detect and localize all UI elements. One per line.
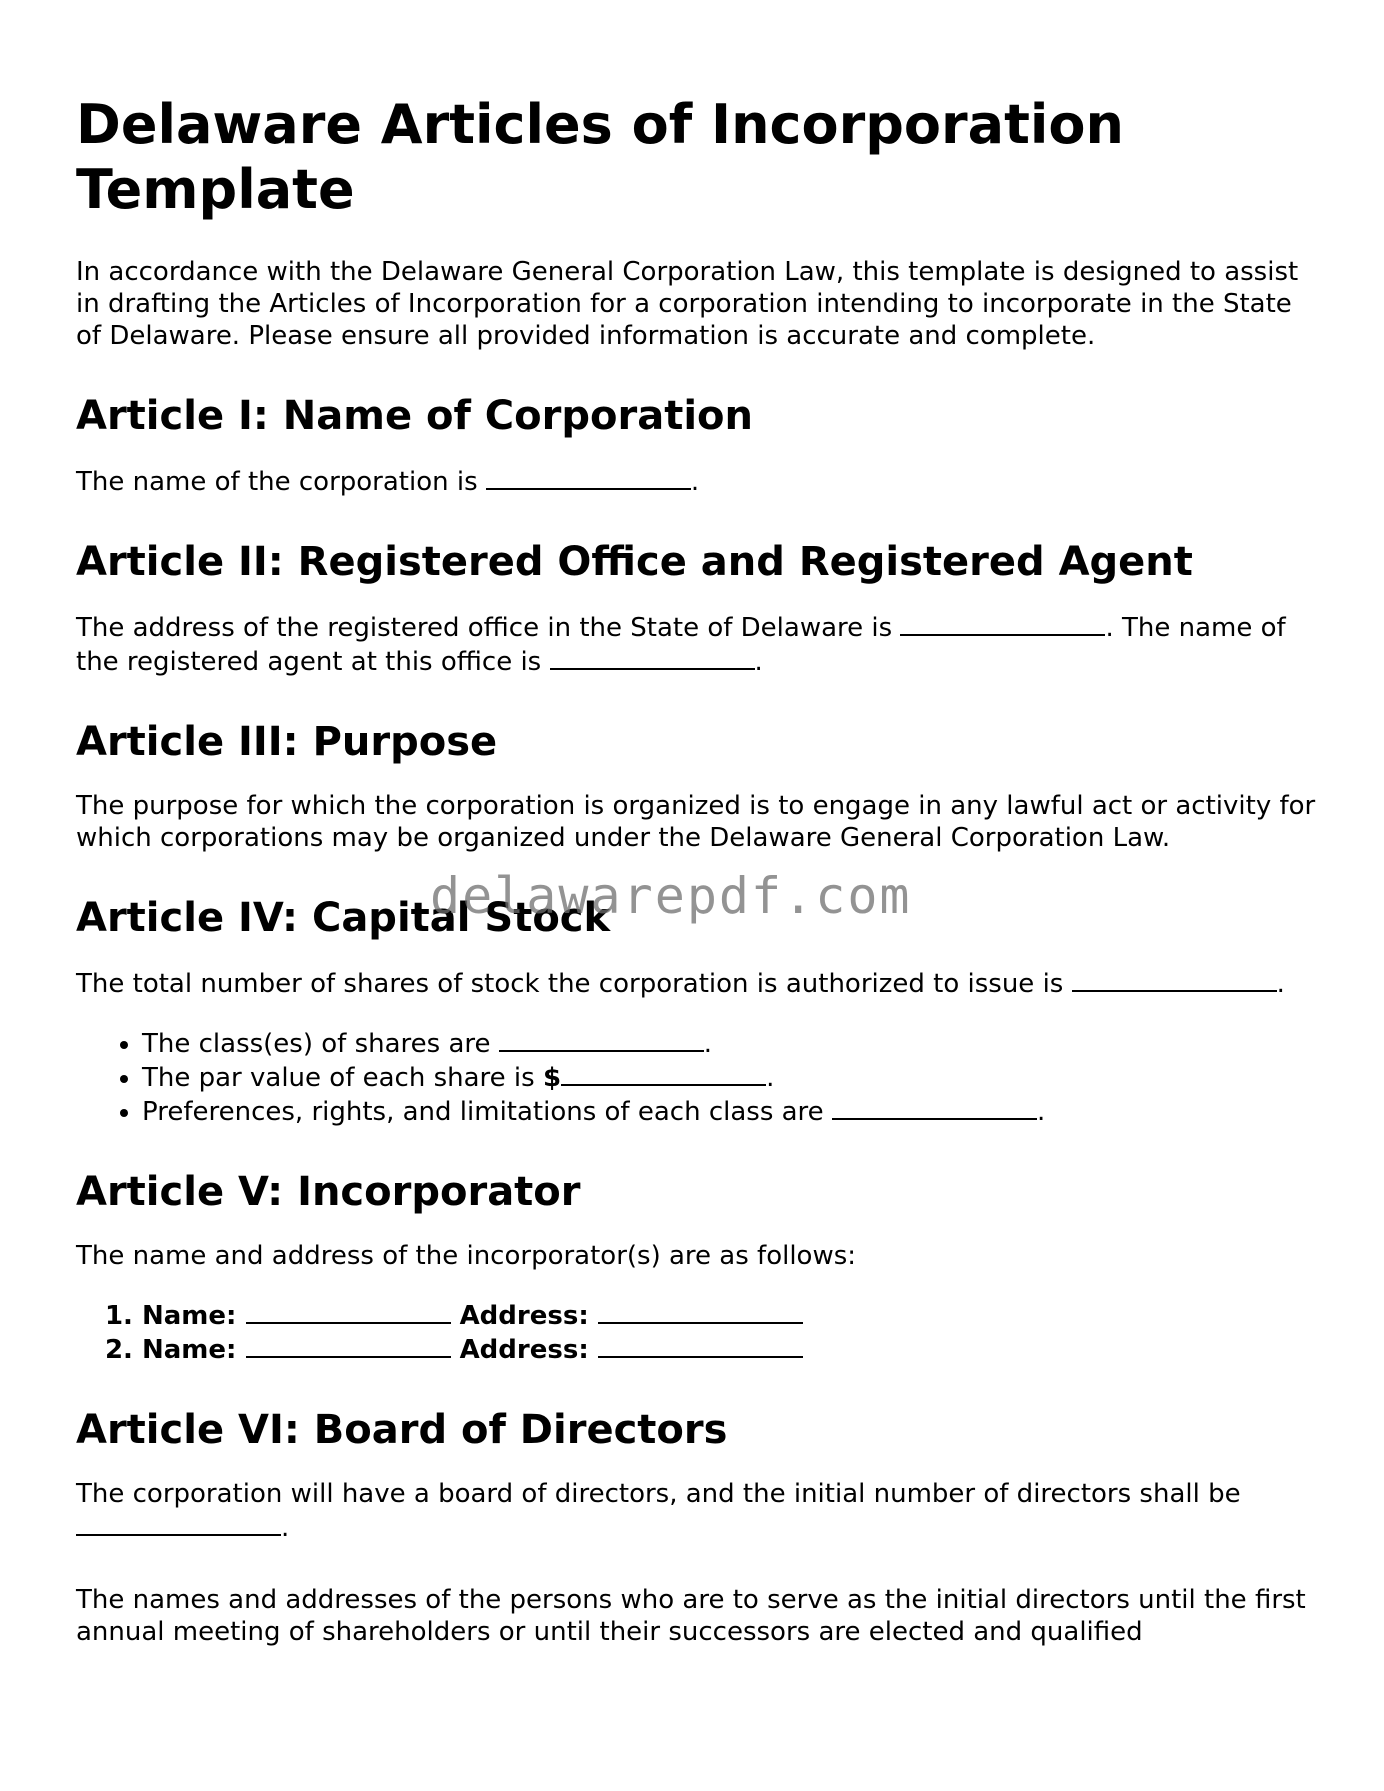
article-1-heading: Article I: Name of Corporation xyxy=(76,393,753,439)
article-4-heading: Article IV: Capital Stock xyxy=(76,895,611,941)
article-6-heading: Article VI: Board of Directors xyxy=(76,1407,728,1453)
article-3-heading: Article III: Purpose xyxy=(76,719,498,765)
article-1-text: The name of the corporation is . xyxy=(76,464,1316,498)
registered-office-blank[interactable] xyxy=(900,610,1105,636)
list-item: 2. Name: Address: xyxy=(142,1332,1316,1366)
intro-paragraph: In accordance with the Delaware General Corporation Law, this template is designed to assist in drafting the Articles of Incorporation for a corporation intending to incorporate in the State of Delaware. Please ensure all provided information is accurate and complete. xyxy=(76,257,1299,351)
page-title: Delaware Articles of Incorporation Template xyxy=(76,93,1124,221)
incorporator-1-address-blank[interactable] xyxy=(598,1298,803,1324)
capital-stock-list xyxy=(76,1026,1316,1128)
article-5-text: The name and address of the incorporator(s) are as follows: xyxy=(76,1241,857,1271)
watermark-text: delawarepdf.com xyxy=(430,867,912,925)
article-4-text: The total number of shares of stock the corporation is authorized to issue is . xyxy=(76,966,1316,1000)
corporation-name-blank[interactable] xyxy=(486,464,691,490)
incorporator-list xyxy=(76,1298,1316,1366)
article-6-text-2: The names and addresses of the persons who are to serve as the initial directors until the first annual meeting of shareholders or until their successors are elected and qualified xyxy=(76,1585,1306,1647)
list-item: • The par value of each share is $ . xyxy=(142,1060,1316,1094)
list-item: • Preferences, rights, and limitations of each class are . xyxy=(142,1094,1316,1128)
director-count-blank[interactable] xyxy=(76,1510,281,1536)
article-5-heading: Article V: Incorporator xyxy=(76,1169,581,1215)
incorporator-2-name-blank[interactable] xyxy=(246,1332,451,1358)
incorporator-2-address-blank[interactable] xyxy=(598,1332,803,1358)
incorporator-1-name-blank[interactable] xyxy=(246,1298,451,1324)
list-item: • The class(es) of shares are . xyxy=(142,1026,1316,1060)
article-2-text: The address of the registered office in the State of Delaware is . The name of the registered agent at this office is . xyxy=(76,610,1316,678)
article-6-text: The corporation will have a board of directors, and the initial number of directors shall be . xyxy=(76,1479,1241,1543)
article-3-text: The purpose for which the corporation is organized is to engage in any lawful act or activity for which corporations may be organized under the Delaware General Corporation Law. xyxy=(76,791,1316,853)
list-item: 1. Name: Address: xyxy=(142,1298,1316,1332)
par-value-blank[interactable] xyxy=(561,1060,766,1086)
share-classes-blank[interactable] xyxy=(499,1026,704,1052)
registered-agent-blank[interactable] xyxy=(550,644,755,670)
article-2-heading: Article II: Registered Office and Registered Agent xyxy=(76,539,1193,585)
total-shares-blank[interactable] xyxy=(1072,966,1277,992)
preferences-blank[interactable] xyxy=(832,1094,1037,1120)
